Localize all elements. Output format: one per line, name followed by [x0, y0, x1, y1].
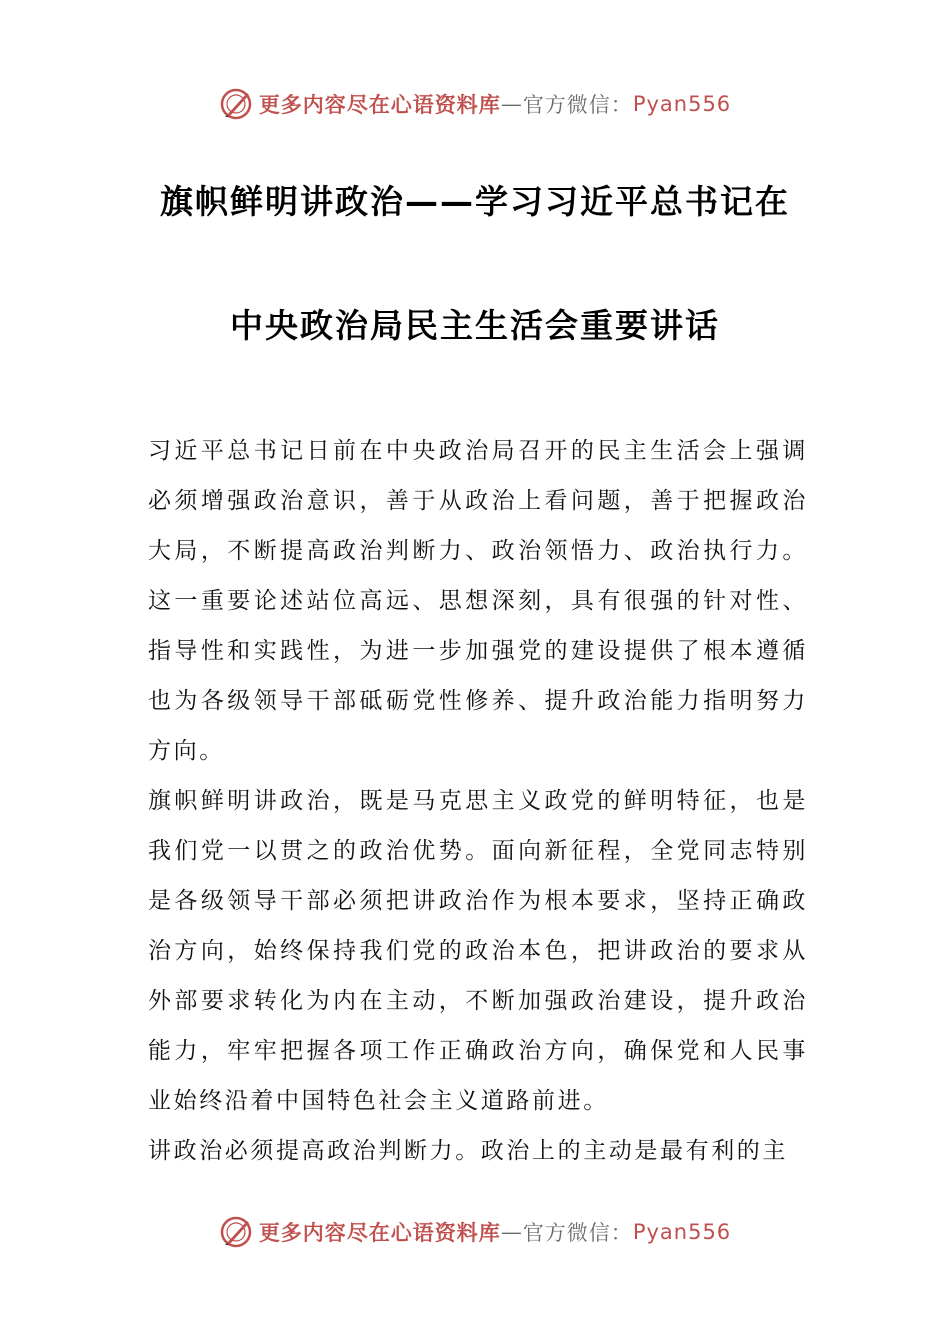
document-title-line2: 中央政治局民主生活会重要讲话: [230, 306, 720, 345]
banner-wechat-id: Pyan556: [632, 1220, 732, 1244]
document-body: [148, 426, 808, 1176]
header-banner: [0, 84, 950, 124]
paragraph: 旗帜鲜明讲政治，既是马克思主义政党的鲜明特征，也是我们党一以贯之的政治优势。面向新征程，全党同志特别是各级领导干部必须把讲政治作为根本要求，坚持正确政治方向，始终保持我们党的政治本色，把讲政治的要求从外部要求转化为内在主动，不断加强政治建设，提升政治能力，牢牢把握各项工作正确政治方向，确保党和人民事业始终沿着中国特色社会主义道路前进。: [148, 788, 808, 1114]
banner-dash: —: [500, 92, 523, 116]
paragraph: 习近平总书记日前在中央政治局召开的民主生活会上强调必须增强政治意识，善于从政治上看问题，善于把握政治大局，不断提高政治判断力、政治领悟力、政治执行力。这一重要论述站位高远、思想深刻，具有很强的针对性、指导性和实践性，为进一步加强党的建设提供了根本遵循也为各级领导干部砥砺党性修养、提升政治能力指明努力方向。: [148, 438, 808, 764]
banner-dash: —: [500, 1220, 523, 1244]
banner-red-text: 更多内容尽在心语资料库: [258, 1220, 501, 1245]
banner-grey-text: 官方微信：: [522, 93, 633, 117]
paragraph: 讲政治必须提高政治判断力。政治上的主动是最有利的主: [148, 1138, 788, 1164]
document-title-line1: 旗帜鲜明讲政治——学习习近平总书记在: [160, 182, 790, 221]
footer-banner: [0, 1212, 950, 1252]
banner-wechat-id: Pyan556: [632, 92, 732, 116]
pen-circle-icon: [219, 1215, 253, 1249]
banner-grey-text: 官方微信：: [522, 1221, 633, 1245]
banner-red-text: 更多内容尽在心语资料库: [258, 92, 501, 117]
pen-circle-icon: [219, 87, 253, 121]
